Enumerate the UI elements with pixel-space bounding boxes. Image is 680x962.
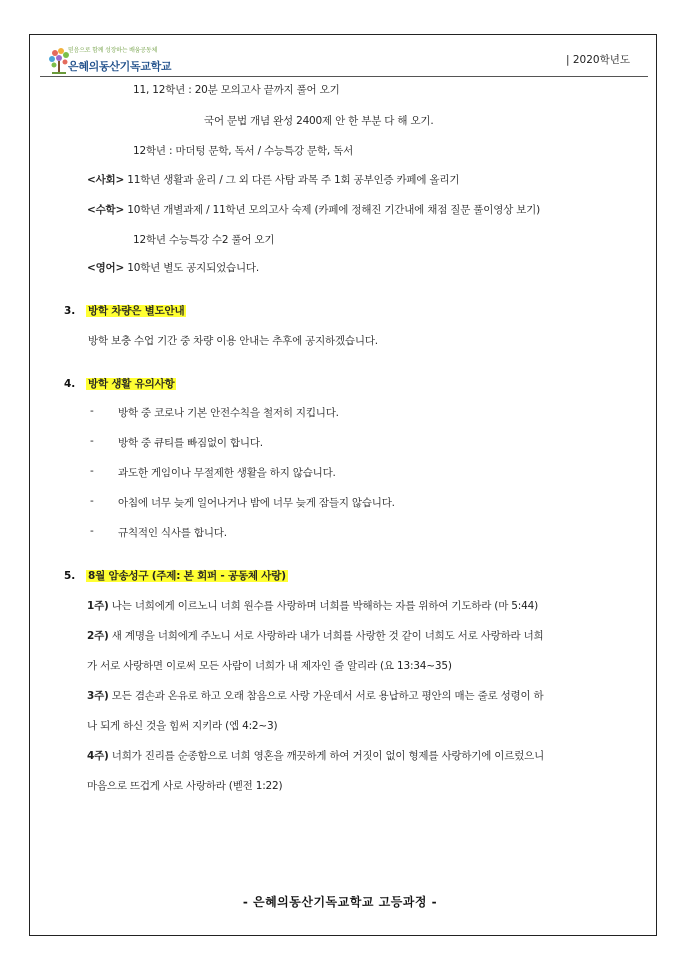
school-year: | 2020학년도 [565, 54, 630, 66]
verse-week-2 [87, 628, 544, 643]
korean-line-1: 11, 12학년 : 20분 모의고사 끝까지 풀어 오기 [133, 84, 340, 96]
english-line [87, 260, 259, 275]
school-name-logo: 은혜의동산기독교학교 [68, 60, 172, 73]
page-border [29, 34, 657, 936]
math-text: 10학년 개별과제 / 11학년 모의고사 숙제 (카페에 정해진 기간내에 채점 질문 풀이영상 보기) [124, 204, 540, 216]
verse-text-continued: 마음으로 뜨겁게 사로 사랑하라 (벧전 1:22) [87, 780, 283, 792]
header-divider [40, 76, 648, 77]
verse-week-1 [87, 598, 538, 613]
list-item-bullet: - [90, 495, 94, 507]
english-text: 10학년 별도 공지되었습니다. [124, 262, 259, 274]
section-3-title [86, 303, 186, 318]
verse-week-label: 3주) [87, 690, 109, 702]
korean-line-2: 국어 문법 개념 완성 2400제 안 한 부분 다 해 오기. [204, 115, 434, 127]
social-label: <사회> [87, 174, 125, 186]
korean-line-3: 12학년 : 마더텅 문학, 독서 / 수능특강 문학, 독서 [133, 145, 354, 157]
verse-text: 모든 겸손과 온유로 하고 오래 참음으로 사랑 가운데서 서로 용납하고 평안의 매는 줄로 성령이 하 [108, 690, 544, 702]
section-5-number: 5. [64, 570, 76, 582]
math-label: <수학> [87, 204, 125, 216]
section-5-title [86, 568, 288, 583]
list-item: 방학 중 코로나 기본 안전수칙을 철저히 지킵니다. [118, 407, 339, 419]
list-item-bullet: - [90, 465, 94, 477]
section-4-number: 4. [64, 378, 76, 390]
social-text: 11학년 생활과 윤리 / 그 외 다른 사탐 과목 주 1회 공부인증 카페에 올리기 [124, 174, 460, 186]
verse-text: 새 계명을 너희에게 주노니 서로 사랑하라 내가 너희를 사랑한 것 같이 너희도 서로 사랑하라 너희 [108, 630, 544, 642]
list-item: 과도한 게임이나 무절제한 생활을 하지 않습니다. [118, 467, 336, 479]
list-item-bullet: - [90, 435, 94, 447]
verse-week-3 [87, 688, 544, 703]
social-line [87, 172, 459, 187]
logo-tagline: 믿음으로 함께 성장하는 배움공동체 [68, 47, 158, 54]
list-item-bullet: - [90, 525, 94, 537]
math-line [87, 202, 540, 217]
verse-text: 너희가 진리를 순종함으로 너희 영혼을 깨끗하게 하여 거짓이 없이 형제를 사랑하기에 이르렀으니 [108, 750, 545, 762]
list-item-bullet: - [90, 405, 94, 417]
verse-week-label: 2주) [87, 630, 109, 642]
list-item: 방학 중 큐티를 빠짐없이 합니다. [118, 437, 263, 449]
section-3-body: 방학 보충 수업 기간 중 차량 이용 안내는 추후에 공지하겠습니다. [88, 335, 378, 347]
section-4-title [86, 376, 176, 391]
verse-week-label: 1주) [87, 600, 109, 612]
section-3-title-text: 방학 차량은 별도안내 [88, 305, 185, 317]
page-footer: - 은혜의동산기독교학교 고등과정 - [242, 895, 438, 909]
list-item: 아침에 너무 늦게 일어나거나 밤에 너무 늦게 잠들지 않습니다. [118, 497, 395, 509]
verse-text-continued: 가 서로 사랑하면 이로써 모든 사람이 너희가 내 제자인 줄 알리라 (요 13:34~35) [87, 660, 452, 672]
section-5-title-text: 8월 암송성구 (주제: 본 회퍼 - 공동체 사랑) [88, 570, 286, 582]
section-4-title-text: 방학 생활 유의사항 [88, 378, 175, 390]
verse-week-4 [87, 748, 544, 763]
verse-text: 나는 너희에게 이르노니 너희 원수를 사랑하며 너희를 박해하는 자를 위하여 기도하라 (마 5:44) [108, 600, 538, 612]
math-line-2: 12학년 수능특강 수2 풀어 오기 [133, 234, 275, 246]
verse-text-continued: 나 되게 하신 것을 힘써 지키라 (엡 4:2~3) [87, 720, 278, 732]
list-item: 규칙적인 식사를 합니다. [118, 527, 227, 539]
section-3-number: 3. [64, 305, 76, 317]
english-label: <영어> [87, 262, 125, 274]
verse-week-label: 4주) [87, 750, 109, 762]
